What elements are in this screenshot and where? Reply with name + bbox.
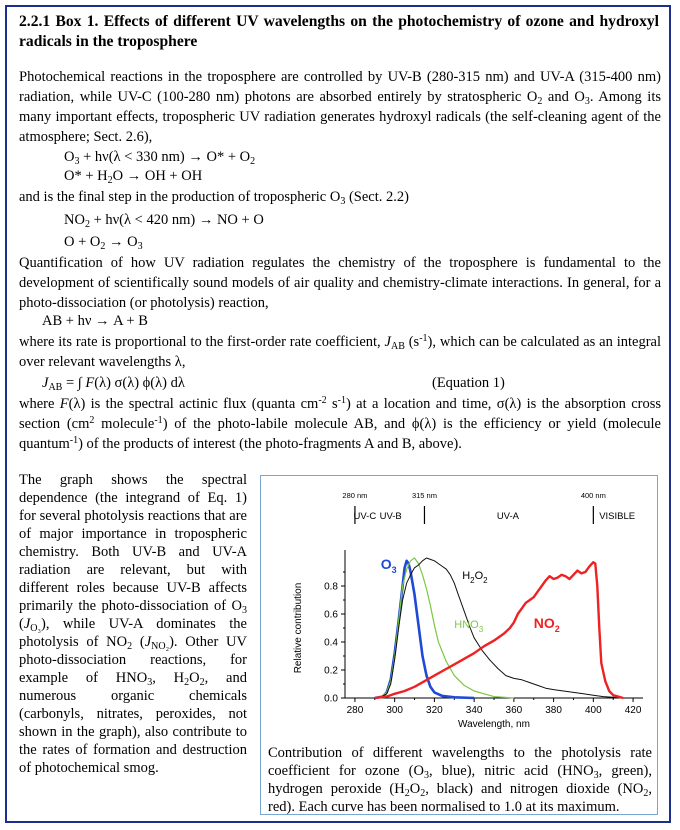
series-label-h2o2: $H_2O_2$ <box>462 570 488 585</box>
series-label-no2: $NO_2$ <box>533 615 560 634</box>
rate-paragraph: where its rate is proportional to the first-order rate coefficient, $J_{AB}$ $(s^{-1})$, which can be calculated as an integral over relevant wavelengths λ, <box>19 333 661 370</box>
band-label: VISIBLE <box>599 511 636 522</box>
figure-caption: Contribution of different wavelengths to the photolysis rate coefficient for ozone ($O_3$, blue), nitric acid ($HNO_3$, green), hydrogen peroxide ($H_2O_2$, black) and nitrogen dioxide ($NO_2$, red). Each curve has been normalised to 1.0 at its maximum. <box>268 745 652 815</box>
y-tick-label: 0.6 <box>324 609 338 621</box>
spectral-bands <box>342 491 635 524</box>
x-tick-label: 280 <box>346 705 364 716</box>
oh-formation-equation: $O* + H_2O$ → OH + OH <box>64 168 203 186</box>
x-tick-label: 320 <box>426 705 443 716</box>
band-edge-label: 280 nm <box>342 491 368 500</box>
x-tick-label: 400 <box>584 705 602 716</box>
band-edge-label: 400 nm <box>580 491 606 500</box>
y-tick-label: 0.8 <box>324 581 338 593</box>
chart-series <box>375 558 623 698</box>
x-tick-label: 380 <box>545 705 562 716</box>
equation-1: $J_{AB}$ = ∫ F(λ) σ(λ) ϕ(λ) dλ <box>42 375 185 393</box>
final-step-sentence: and is the final step in the production of tropospheric $O_3$ (Sect. 2.2) <box>19 189 409 207</box>
series-label-o3: $O_3$ <box>380 556 397 576</box>
series-line-h2o2 <box>379 558 623 698</box>
x-tick-label: 300 <box>386 705 404 716</box>
where-paragraph: where F(λ) is the spectral actinic flux (quanta $cm^{-2}$ $s^{-1}$) at a location and time, σ(λ) is the absorption cross section ($cm^2$ molecule$^{-1}$) of the photo-labile molecule AB, and ϕ(λ) is the efficiency or yield (molecule quantum$^{-1}$) of the products of interest (the photo-fragments A and B, above). <box>19 395 661 452</box>
box-frame <box>5 5 671 823</box>
ozone-formation-equation: $O + O_2 \to O_3$ <box>64 234 143 252</box>
band-label: UV-C <box>353 511 377 522</box>
ozone-photolysis-equation: $O_3 + h\nu(\lambda < 330$ $nm) \to O* + O_2$ <box>64 149 256 167</box>
box-title: 2.2.1 Box 1. Effects of different UV wavelengths on the photochemistry of ozone and hydroxyl radicals in the troposphere <box>19 13 659 50</box>
y-tick-label: 0.2 <box>324 665 338 677</box>
graph-description: The graph shows the spectral dependence (the integrand of Eq. 1) for several photolysis reactions that are of major importance in tropospheric chemistry. Both UV-B and UV-A radiation are relevant, but with different roles because UV-B affects primarily the photo-dissociation of $O_3$ $(J_{O_3})$, while UV-A dominates the photolysis of $NO_2$ $(J_{NO_2})$. Other UV photo-dissociation reactions, for example of $HNO_3$, $H_2O_2$, and numerous organic chemicals (carbonyls, nitrates, peroxides, not shown in the graph), also contribute to the rates of formation and destruction of photochemical smog. <box>19 472 247 776</box>
y-tick-label: 0.0 <box>324 693 338 705</box>
intro-paragraph: Photochemical reactions in the troposphere are controlled by UV-B (280-315 nm) and UV-A (315-400 nm) radiation, while UV-C (100-280 nm) photons are absorbed entirely by stratospheric $O_2$ and $O_3$. Among its many important effects, tropospheric UV radiation generates hydroxyl radicals (the self-cleaning agent of the atmosphere; Sect. 2.6), <box>19 69 661 145</box>
x-tick-label: 360 <box>505 705 523 716</box>
x-tick-label: 340 <box>465 705 483 716</box>
x-axis-title: Wavelength, nm <box>458 719 530 730</box>
y-tick-label: 0.4 <box>324 637 338 649</box>
equation-1-label: (Equation 1) <box>432 375 505 391</box>
y-axis-title: Relative contribution <box>293 582 304 674</box>
band-label: UV-A <box>496 511 520 522</box>
photolysis-spectrum-chart <box>261 476 657 744</box>
band-edge-label: 315 nm <box>411 491 437 500</box>
no2-photolysis-equation: $NO_2 + h\nu(\lambda < 420$ nm) → NO + O <box>64 212 264 230</box>
x-tick-label: 420 <box>624 705 642 716</box>
photolysis-general-equation: AB + hν → A + B <box>42 313 148 329</box>
quantification-paragraph: Quantification of how UV radiation regulates the chemistry of the troposphere is fundamental to the development of scientifically sound models of air quality and chemistry-climate interactions. In general, for a photo-dissociation (or photolysis) reaction, <box>19 255 661 311</box>
series-label-hno3: $HNO_3$ <box>454 619 484 634</box>
band-label: UV-B <box>379 511 402 522</box>
